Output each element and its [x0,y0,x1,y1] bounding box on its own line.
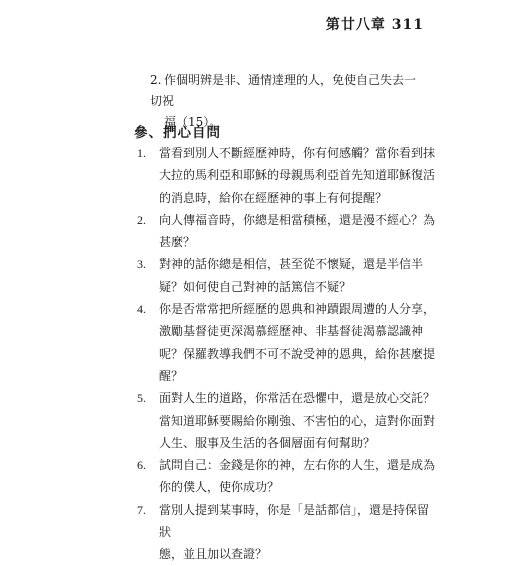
item-line: 當看到別人不斷經歷神時，你有何感觸？當你看到抹 [159,146,436,160]
item-text [159,499,437,566]
item-line: 的消息時，給你在經歷神的事上有何提醒？ [159,190,388,205]
list-item [137,387,437,454]
item-number: 7. [137,502,146,517]
item-line: 激勵基督徒更深渴慕經歷神、非基督徒渴慕認識神 [159,324,424,339]
item-line: 你是否常常把所經歷的恩典和神蹟跟周遭的人分享， [159,302,436,317]
item-text [159,387,437,454]
item-line: 面對人生的道路，你常活在恐懼中，還是放心交託？ [159,391,436,406]
item-number: 6. [137,458,146,473]
item-line: 向人傳福音時，你總是相當積極，還是漫不經心？為 [159,212,436,227]
item-number: 3. [137,257,146,272]
item-line: 對神的話你總是相信，甚至從不懷疑，還是半信半 [159,257,424,272]
item-number: 4. [137,302,146,317]
item-number: 2. [137,212,146,227]
item-line: 當知道耶穌要賜給你剛強、不害怕的心，這對你面對 [159,413,436,428]
item-text [159,209,437,254]
item-line: 甚麼？ [159,235,196,250]
item-text [159,253,437,298]
section-title: 參、捫心自問 [134,125,221,141]
list-item [137,454,437,499]
chapter-page-header: 第廿八章 311 [325,17,424,33]
item-line: 疑？如何使自己對神的話篤信不疑？ [159,279,352,294]
item-line: 呢？保羅教導我們不可不說受神的恩典，給你甚麼提 [159,346,436,361]
item-text [159,142,437,209]
item-text [159,454,437,499]
question-list [137,142,437,566]
list-item [137,298,437,387]
item-line: 醒？ [159,368,184,383]
item-line: 大拉的馬利亞和耶穌的母親馬利亞首先知道耶穌復活 [159,168,436,183]
list-item [137,253,437,298]
item-number: 1. [137,146,146,160]
note-line-1: 作個明辨是非、通情達理的人，免使自己失去一切祝 [150,73,417,108]
item-line: 試問自己：金錢是你的神，左右你的人生，還是成為 [159,458,436,473]
item-number: 5. [137,391,146,406]
list-item [137,142,437,209]
item-line: 你的僕人，使你成功？ [159,480,280,495]
list-item [137,209,437,254]
item-line: 人生、服事及生活的各個層面有何幫助？ [159,435,376,450]
note-line-2: 福（15）。 [164,115,222,129]
item-text [159,298,437,387]
list-item [137,499,437,566]
note-number: 2. [150,73,162,87]
item-line: 當別人提到某事時，你是「是話都信」，還是持保留狀 [159,502,430,540]
item-line: 態，並且加以查證？ [159,547,268,562]
